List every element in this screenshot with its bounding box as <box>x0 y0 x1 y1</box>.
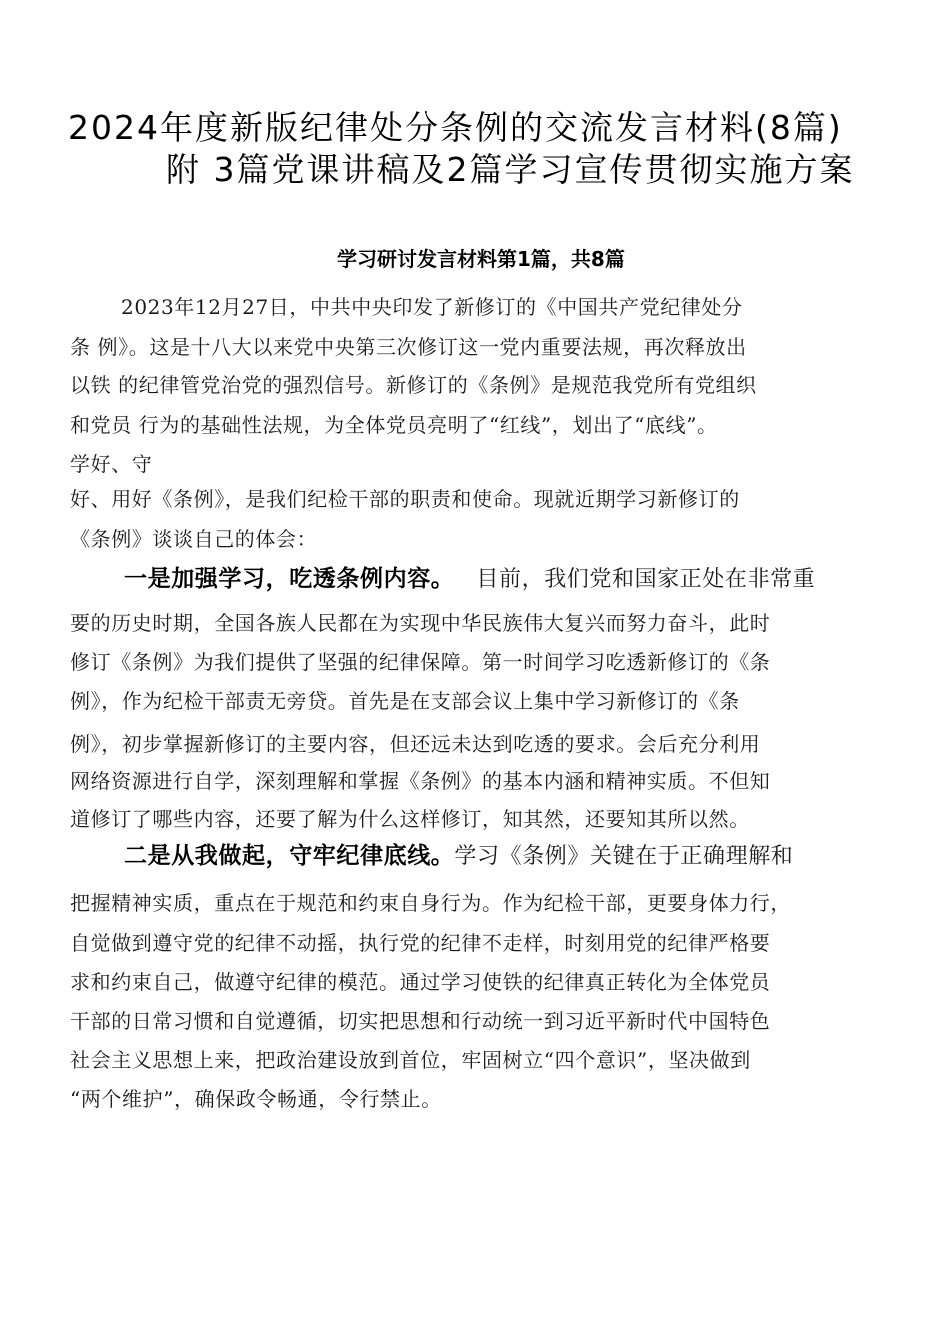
intro-line: 《条例》谈谈自己的体会： <box>70 527 318 551</box>
intro-line: 好、用好《条例》，是我们纪检干部的职责和使命。现就近期学习新修订的 <box>70 487 740 511</box>
section-2-first-line <box>124 843 793 870</box>
section-1-first-text: 目前，我们党和国家正处在非常重 <box>476 567 816 592</box>
section-1-line: 道修订了哪些内容，还要了解为什么这样修订，知其然，还要知其所以然。 <box>70 807 750 831</box>
document-title-line-1: 2024年度新版纪律处分条例的交流发言材料(8篇) <box>68 108 843 147</box>
section-2-heading: 二是从我做起，守牢纪律底线。 <box>124 843 455 869</box>
section-1-line: 要的历史时期，全国各族人民都在为实现中华民族伟大复兴而努力奋斗，此时 <box>70 611 771 635</box>
intro-line: 学好、守 <box>70 452 153 476</box>
section-1-first-line <box>124 566 815 593</box>
intro-line: 和党员 行为的基础性法规，为全体党员亮明了“红线”，划出了“底线”。 <box>70 413 718 437</box>
section-1-line: 例》，作为纪检干部责无旁贷。首先是在支部会议上集中学习新修订的《条 <box>70 689 740 713</box>
section-1-line: 例》，初步掌握新修订的主要内容，但还远未达到吃透的要求。会后充分利用 <box>70 732 761 756</box>
section-2-line: 把握精神实质，重点在于规范和约束自身行为。作为纪检干部，更要身体力行， <box>70 891 791 915</box>
section-2-line: “两个维护”，确保政令畅通，令行禁止。 <box>70 1087 442 1111</box>
section-2-line: 自觉做到遵守党的纪律不动摇，执行党的纪律不走样，时刻用党的纪律严格要 <box>70 931 771 955</box>
section-2-line: 求和约束自己，做遵守纪律的模范。通过学习使铁的纪律真正转化为全体党员 <box>70 970 771 994</box>
section-subtitle: 学习研讨发言材料第1篇，共8篇 <box>337 247 625 271</box>
section-2-line: 干部的日常习惯和自觉遵循，切实把思想和行动统一到习近平新时代中国特色 <box>70 1009 771 1033</box>
section-2-line: 社会主义思想上来，把政治建设放到首位，牢固树立“四个意识”，坚决做到 <box>70 1048 751 1072</box>
intro-line: 条 例》。这是十八大以来党中央第三次修订这一党内重要法规，再次释放出 <box>70 335 747 359</box>
document-title-line-2: 附 3篇党课讲稿及2篇学习宣传贯彻实施方案 <box>166 150 855 189</box>
section-1-heading: 一是加强学习，吃透条例内容。 <box>124 566 455 592</box>
section-1-line: 修订《条例》为我们提供了坚强的纪律保障。第一时间学习吃透新修订的《条 <box>70 650 771 674</box>
section-2-first-text: 学习《条例》关键在于正确理解和 <box>454 844 794 869</box>
section-1-line: 网络资源进行自学，深刻理解和掌握《条例》的基本内涵和精神实质。不但知 <box>70 769 771 793</box>
intro-line: 2023年12月27日，中共中央印发了新修订的《中国共产党纪律处分 <box>121 295 743 319</box>
intro-line: 以铁 的纪律管党治党的强烈信号。新修订的《条例》是规范我党所有党组织 <box>70 373 757 397</box>
